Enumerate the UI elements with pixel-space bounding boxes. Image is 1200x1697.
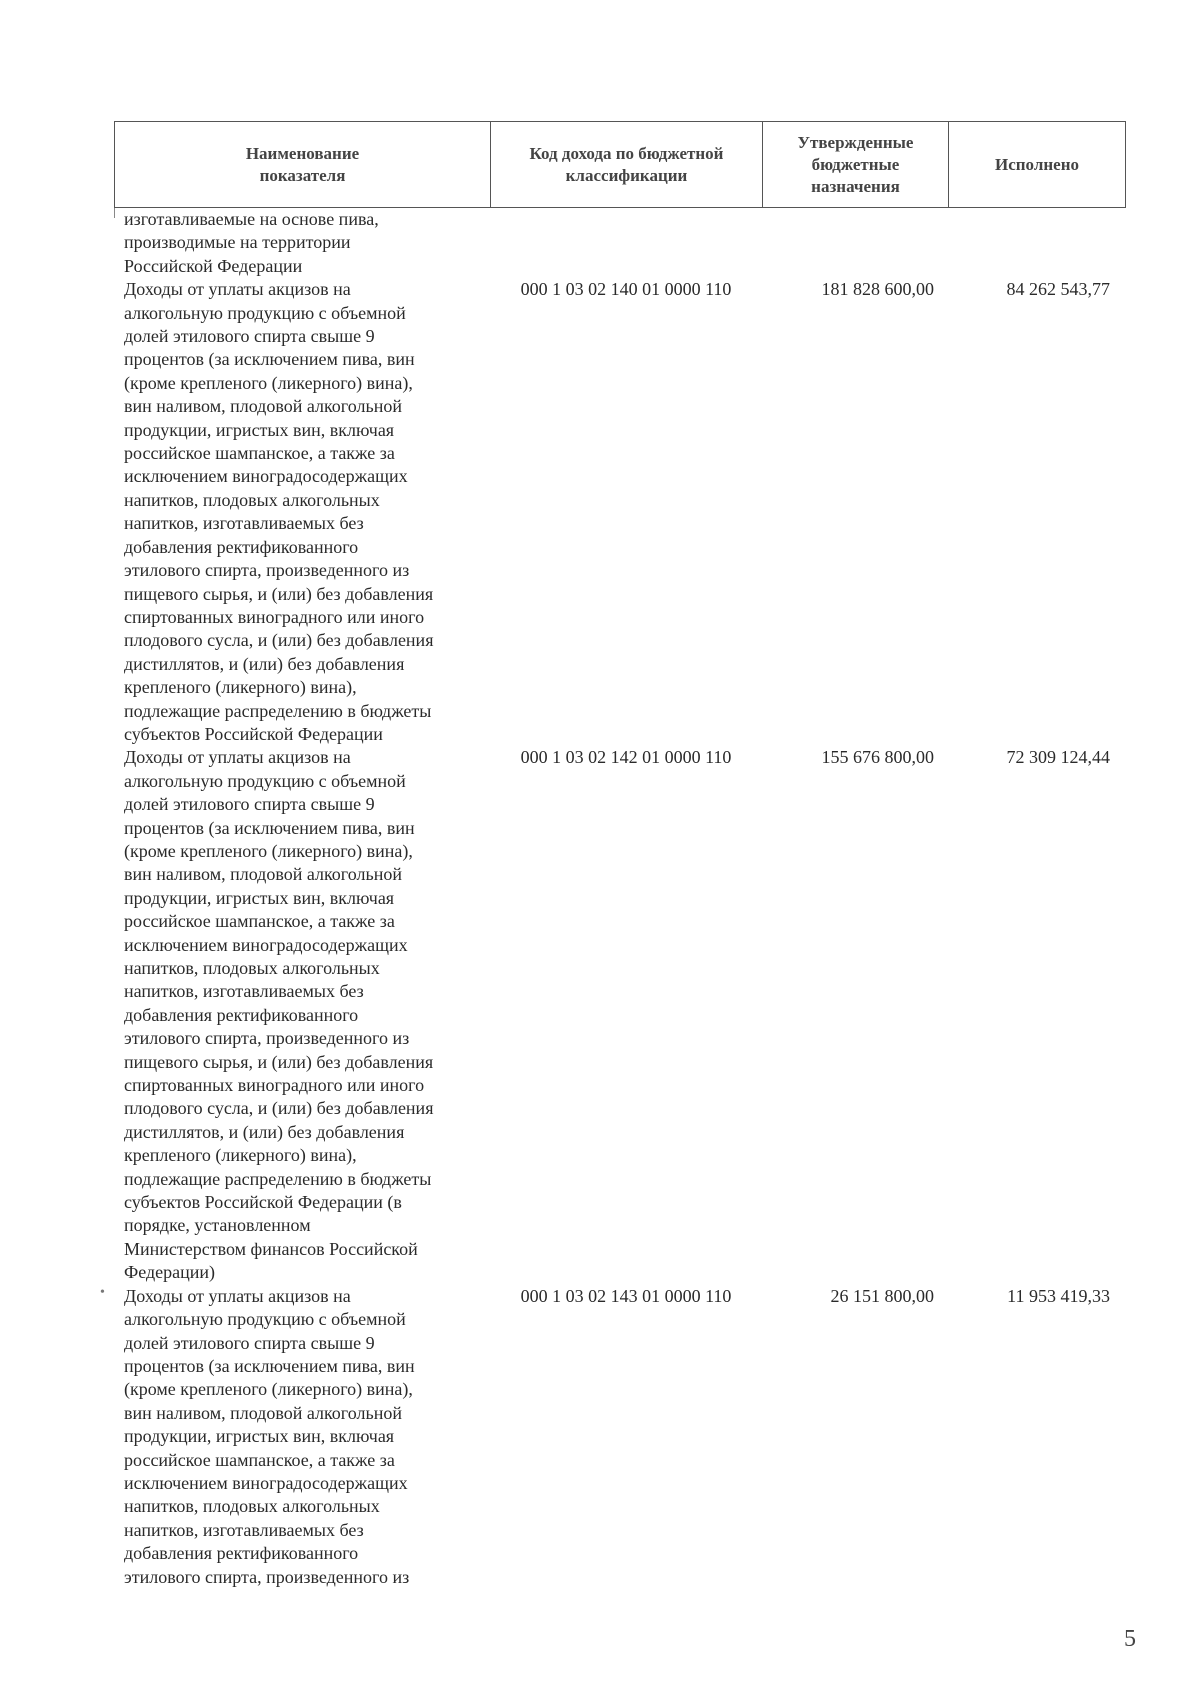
table-header xyxy=(114,121,1126,208)
header-plan-label: Утвержденные бюджетные назначения xyxy=(797,132,914,196)
row-plan: 26 151 800,00 xyxy=(830,1285,934,1306)
header-plan xyxy=(763,122,949,207)
header-done xyxy=(949,122,1125,207)
table-row xyxy=(114,208,1126,278)
header-done-label: Исполнено xyxy=(994,154,1079,174)
row-done xyxy=(948,208,1124,278)
header-name xyxy=(115,122,491,207)
row-done: 84 262 543,77 xyxy=(1006,279,1110,300)
scan-mark: • xyxy=(100,1285,105,1300)
table-row xyxy=(114,1285,1126,1589)
table-row xyxy=(114,746,1126,1284)
table-body xyxy=(114,208,1126,1589)
row-code: 000 1 03 02 140 01 0000 110 xyxy=(520,279,732,300)
header-name-label: Наименование показателя xyxy=(245,143,360,185)
row-code xyxy=(490,208,762,278)
row-plan: 181 828 600,00 xyxy=(821,279,934,300)
row-plan: 155 676 800,00 xyxy=(821,747,934,768)
row-name: изготавливаемые на основе пива, производимые на территории Российской Федерации xyxy=(124,209,379,276)
row-code: 000 1 03 02 142 01 0000 110 xyxy=(520,747,732,768)
row-plan xyxy=(762,208,948,278)
table-row xyxy=(114,278,1126,746)
page-number: 5 xyxy=(1124,1626,1136,1652)
row-done: 72 309 124,44 xyxy=(1006,747,1110,768)
row-name: Доходы от уплаты акцизов на алкогольную продукцию с объемной долей этилового спирта свыше 9 процентов (за исключением пива, вин (кроме крепленого (ликерного) вина), вин наливом, плодовой алкогольной продукции, игристых вин, включая российское шампанское, а также за исключением виноградосодержащих напитков, плодовых алкогольных напитков, изготавливаемых без добавления ректификованного этилового спирта, произведенного из пищевого сырья, и (или) без добавления спиртованных виноградного или иного плодового сусла, и (или) без добавления дистиллятов, и (или) без добавления крепленого (ликерного) вина), подлежащие распределению в бюджеты субъектов Российской Федерации (в порядке, установленном Министерством финансов Российской Федерации) xyxy=(124,747,434,1283)
row-code: 000 1 03 02 143 01 0000 110 xyxy=(520,1285,732,1306)
header-code-label: Код дохода по бюджетной классификации xyxy=(529,143,724,185)
row-name: Доходы от уплаты акцизов на алкогольную продукцию с объемной долей этилового спирта свыше 9 процентов (за исключением пива, вин (кроме крепленого (ликерного) вина), вин наливом, плодовой алкогольной продукции, игристых вин, включая российское шампанское, а также за исключением виноградосодержащих напитков, плодовых алкогольных напитков, изготавливаемых без добавления ректификованного этилового спирта, произведенного из xyxy=(124,1285,415,1587)
header-code xyxy=(491,122,763,207)
row-name: Доходы от уплаты акцизов на алкогольную продукцию с объемной долей этилового спирта свыше 9 процентов (за исключением пива, вин (кроме крепленого (ликерного) вина), вин наливом, плодовой алкогольной продукции, игристых вин, включая российское шампанское, а также за исключением виноградосодержащих напитков, плодовых алкогольных напитков, изготавливаемых без добавления ректификованного этилового спирта, произведенного из пищевого сырья, и (или) без добавления спиртованных виноградного или иного плодового сусла, и (или) без добавления дистиллятов, и (или) без добавления крепленого (ликерного) вина), подлежащие распределению в бюджеты субъектов Российской Федерации xyxy=(124,279,434,744)
row-done: 11 953 419,33 xyxy=(1007,1285,1110,1306)
